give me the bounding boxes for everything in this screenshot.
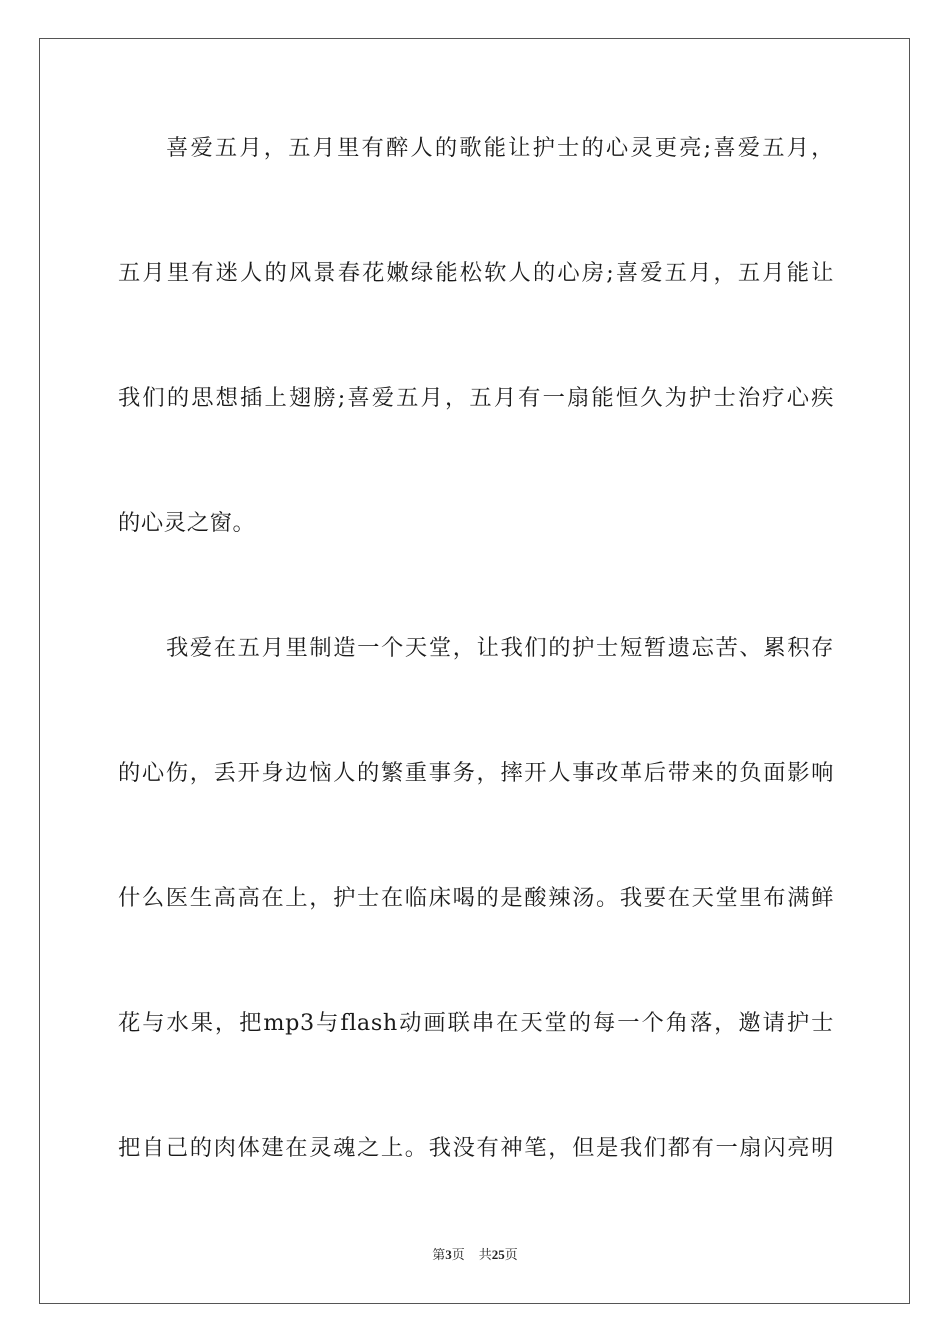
page-number: 3	[445, 1247, 452, 1262]
paragraph-1-line-4: 的心灵之窗。	[118, 510, 256, 536]
paragraph-2-line-1: 我爱在五月里制造一个天堂，让我们的护士短暂遗忘苦、累积存	[166, 635, 834, 661]
paragraph-1-line-3: 我们的思想插上翅膀;喜爱五月，五月有一扇能恒久为护士治疗心疾	[118, 385, 834, 411]
page-footer	[0, 1246, 950, 1265]
paragraph-2-line-5: 把自己的肉体建在灵魂之上。我没有神笔，但是我们都有一扇闪亮明	[118, 1135, 834, 1161]
paragraph-2-line-3: 什么医生高高在上，护士在临床喝的是酸辣汤。我要在天堂里布满鲜	[118, 885, 834, 911]
total-pages: 25	[491, 1247, 505, 1262]
paragraph-2-line-4: 花与水果，把mp3与flash动画联串在天堂的每一个角落，邀请护士	[118, 1010, 834, 1036]
page-suffix: 页	[451, 1248, 465, 1263]
paragraph-1-line-2: 五月里有迷人的风景春花嫩绿能松软人的心房;喜爱五月，五月能让	[118, 260, 834, 286]
page-border	[39, 38, 910, 1304]
total-suffix: 页	[504, 1248, 518, 1263]
total-prefix: 共	[478, 1248, 492, 1263]
paragraph-2-line-2: 的心伤，丢开身边恼人的繁重事务，摔开人事改革后带来的负面影响	[118, 760, 834, 786]
paragraph-1-line-1: 喜爱五月，五月里有醉人的歌能让护士的心灵更亮;喜爱五月，	[166, 135, 834, 161]
page-prefix: 第	[432, 1248, 446, 1263]
